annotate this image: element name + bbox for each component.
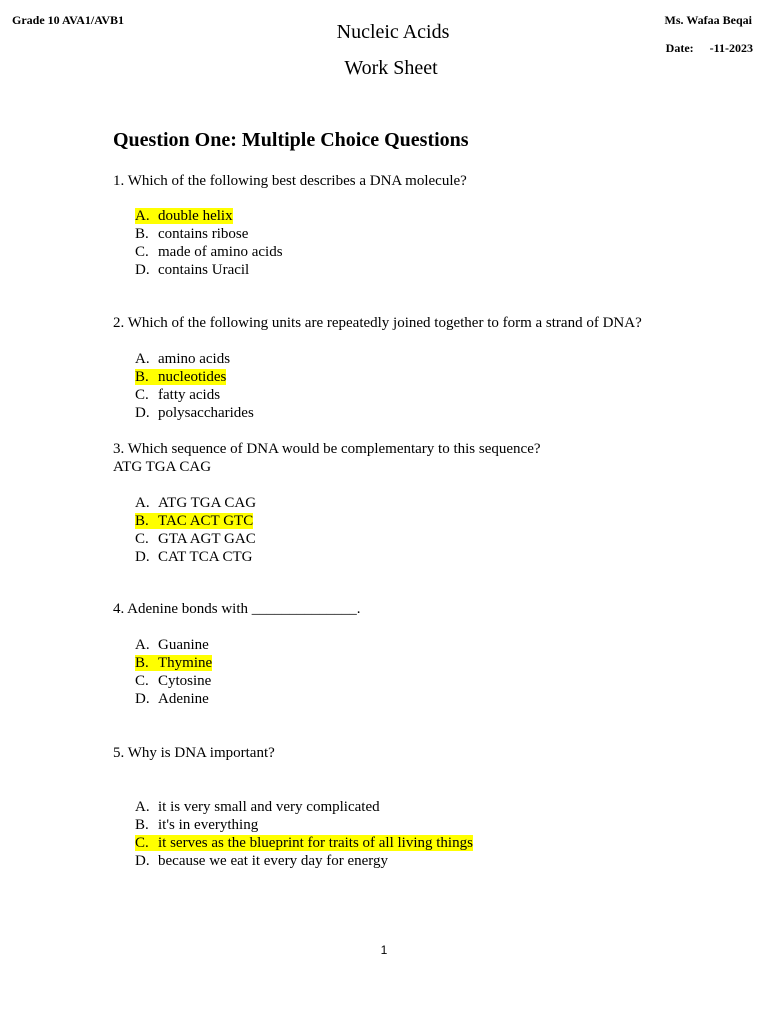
option-letter: A.: [135, 351, 150, 367]
option-text: Adenine: [158, 691, 209, 707]
option-text: because we eat it every day for energy: [158, 853, 389, 869]
option-letter: D.: [135, 405, 150, 421]
option: [135, 368, 254, 386]
teacher-name: Ms. Wafaa Beqai: [664, 13, 752, 27]
page-number: 1: [380, 943, 388, 957]
option: [135, 816, 473, 834]
question-3-options: [135, 494, 256, 566]
question-2: 2. Which of the following units are repeatedly joined together to form a strand of DNA?: [113, 315, 642, 331]
worksheet-title: Nucleic Acids: [336, 21, 450, 43]
question-1-options: [135, 207, 283, 279]
option: [135, 207, 283, 225]
option-text: polysaccharides: [158, 405, 254, 421]
option-letter: B.: [135, 226, 149, 242]
option-text: it serves as the blueprint for traits of all living things: [158, 835, 473, 851]
option-letter: B.: [135, 655, 149, 671]
question-5: 5. Why is DNA important?: [113, 745, 275, 761]
option-text: it's in everything: [158, 817, 259, 833]
section-title: Question One: Multiple Choice Questions: [113, 129, 469, 151]
option-text: CAT TCA CTG: [158, 549, 253, 565]
option-letter: A.: [135, 208, 150, 224]
option: [135, 852, 473, 870]
question-1: 1. Which of the following best describes a DNA molecule?: [113, 173, 467, 189]
worksheet-subtitle: Work Sheet: [344, 57, 438, 79]
option: [135, 386, 254, 404]
option-text: amino acids: [158, 351, 231, 367]
option-letter: C.: [135, 531, 149, 547]
option-text: GTA AGT GAC: [158, 531, 256, 547]
question-5-options: [135, 798, 473, 870]
option: [135, 243, 283, 261]
option-letter: C.: [135, 387, 149, 403]
option-text: double helix: [158, 208, 233, 224]
option-letter: D.: [135, 691, 150, 707]
option-letter: D.: [135, 549, 150, 565]
option: [135, 690, 212, 708]
option: [135, 834, 473, 852]
option-text: contains ribose: [158, 226, 249, 242]
option: [135, 512, 256, 530]
option: [135, 798, 473, 816]
option-letter: C.: [135, 835, 149, 851]
option-text: ATG TGA CAG: [158, 495, 257, 511]
question-2-options: [135, 350, 254, 422]
option: [135, 530, 256, 548]
option-text: Guanine: [158, 637, 209, 653]
option-letter: D.: [135, 262, 150, 278]
option: [135, 261, 283, 279]
option-text: Cytosine: [158, 673, 212, 689]
option: [135, 548, 256, 566]
question-4-options: [135, 636, 212, 708]
option-letter: B.: [135, 513, 149, 529]
option-text: nucleotides: [158, 369, 227, 385]
option: [135, 350, 254, 368]
question-3-text: 3. Which sequence of DNA would be complementary to this sequence?: [113, 441, 541, 457]
option-letter: C.: [135, 244, 149, 260]
option-text: fatty acids: [158, 387, 221, 403]
option-letter: B.: [135, 817, 149, 833]
option-letter: C.: [135, 673, 149, 689]
question-3-sequence: ATG TGA CAG: [113, 459, 212, 475]
option-text: TAC ACT GTC: [158, 513, 254, 529]
option: [135, 636, 212, 654]
option: [135, 654, 212, 672]
option: [135, 672, 212, 690]
option-letter: A.: [135, 799, 150, 815]
date-label: Date:: [665, 41, 694, 55]
option-text: made of amino acids: [158, 244, 283, 260]
option-letter: A.: [135, 495, 150, 511]
option-letter: A.: [135, 637, 150, 653]
option: [135, 225, 283, 243]
question-4: 4. Adenine bonds with ______________.: [113, 601, 361, 617]
option-text: contains Uracil: [158, 262, 250, 278]
option-letter: D.: [135, 853, 150, 869]
date-value: -11-2023: [709, 41, 753, 55]
class-label: Grade 10 AVA1/AVB1: [12, 13, 125, 27]
option-text: it is very small and very complicated: [158, 799, 380, 815]
question-3: [113, 440, 541, 476]
option: [135, 404, 254, 422]
option: [135, 494, 256, 512]
option-letter: B.: [135, 369, 149, 385]
option-text: Thymine: [158, 655, 213, 671]
